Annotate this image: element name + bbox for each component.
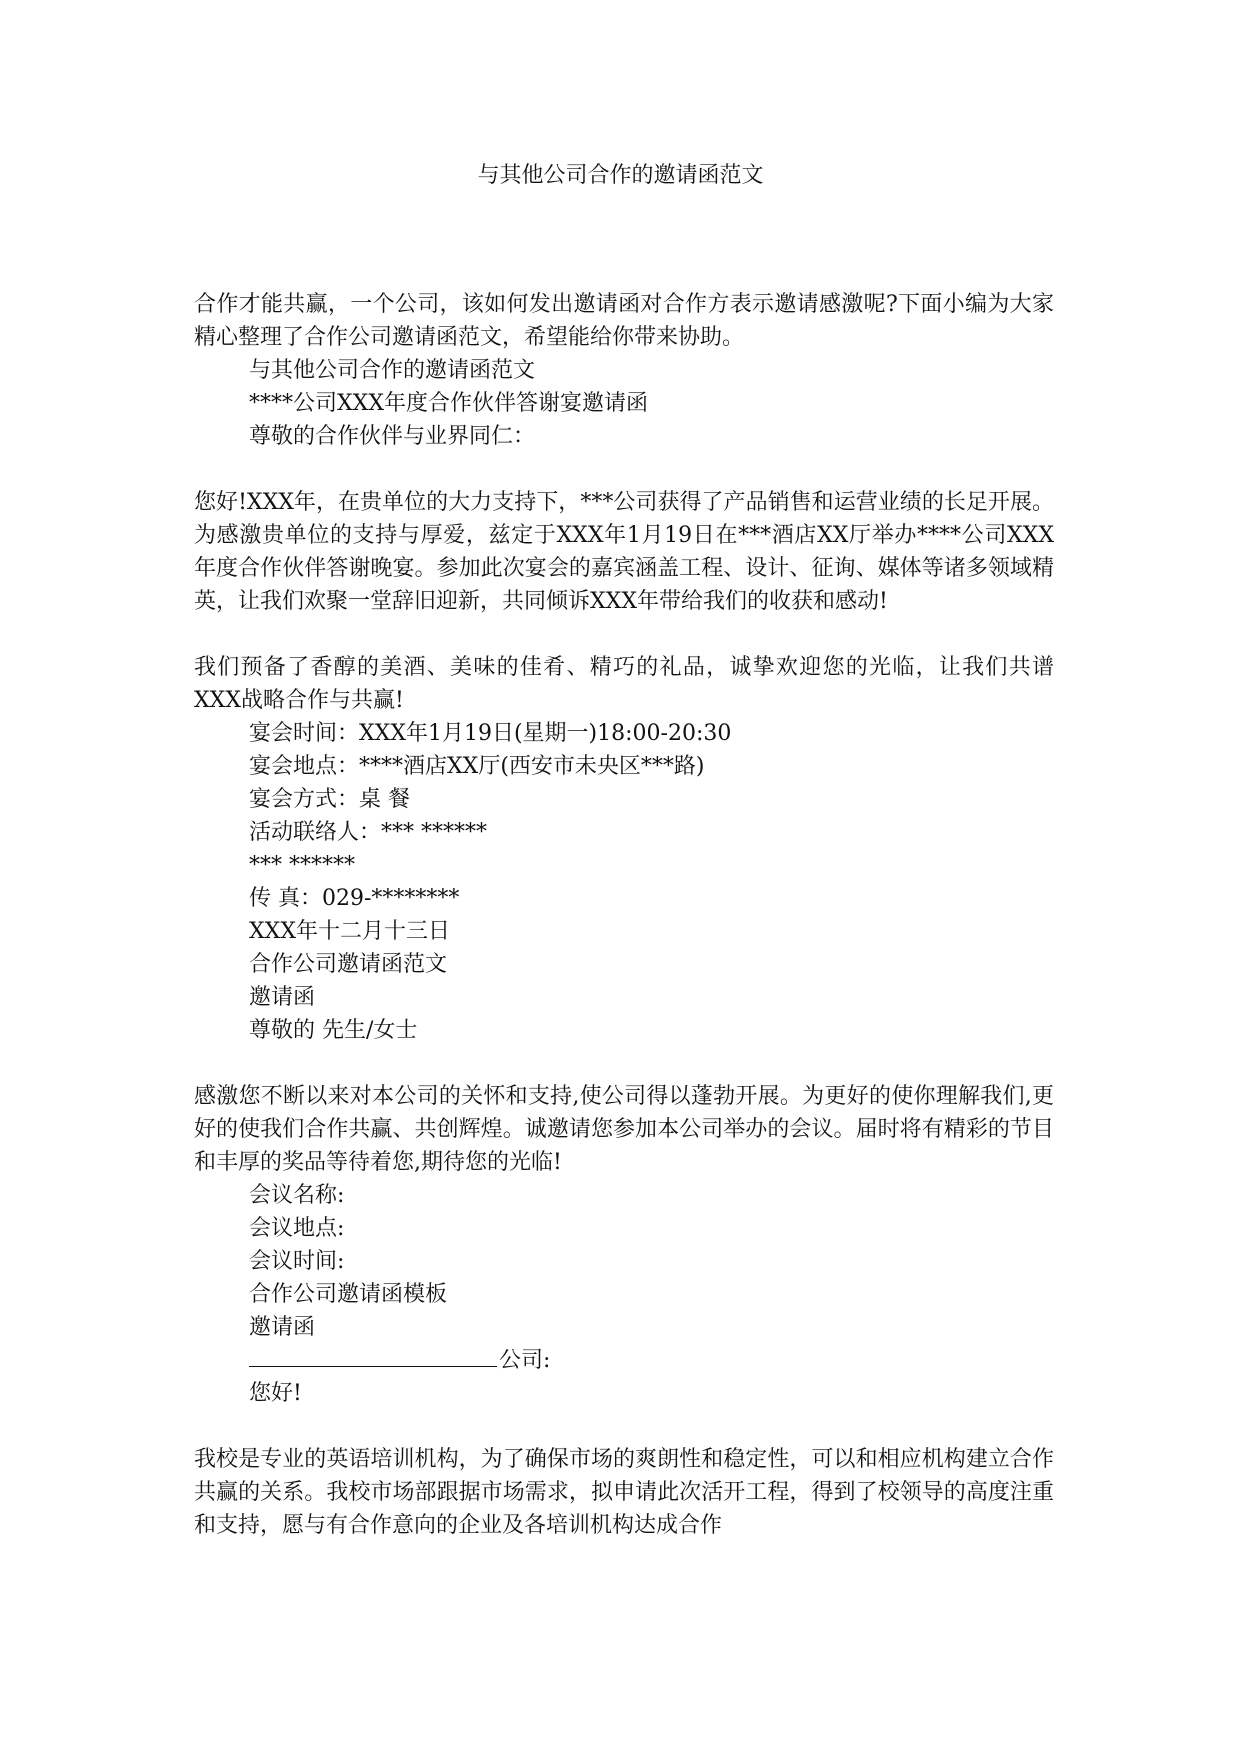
- section3-heading: 合作公司邀请函模板: [249, 1282, 448, 1307]
- meeting-name: 会议名称:: [249, 1183, 345, 1208]
- paragraph-gap: [194, 618, 1054, 651]
- paragraph-gap: [194, 453, 1054, 486]
- section2-salutation: 尊敬的 先生/女士: [249, 1018, 418, 1043]
- section1-subheading: ****公司XXX年度合作伙伴答谢宴邀请函: [249, 391, 648, 416]
- banquet-time: 宴会时间：XXX年1月19日(星期一)18:00-20:30: [249, 721, 732, 746]
- section3-greeting: 您好!: [249, 1381, 302, 1406]
- banquet-style: 宴会方式：桌 餐: [249, 787, 410, 812]
- section2-paragraph-1: 感激您不断以来对本公司的关怀和支持,使公司得以蓬勃开展。为更好的使你理解我们,更好的使我们合作共赢、共创辉煌。诚邀请您参加本公司举办的会议。届时将有精彩的节目和丰厚的奖品等待着您,期待您的光临!: [194, 1084, 1054, 1175]
- company-name-blank: [249, 1344, 497, 1367]
- banquet-place: 宴会地点：****酒店XX厅(西安市未央区***路): [249, 754, 705, 779]
- fax-number: 传 真：029-********: [249, 886, 460, 911]
- section1-heading: 与其他公司合作的邀请函范文: [249, 358, 536, 383]
- company-line: [194, 1344, 1054, 1377]
- event-contact: 活动联络人：*** ******: [249, 820, 487, 845]
- section1-salutation: 尊敬的合作伙伴与业界同仁：: [249, 424, 536, 449]
- company-suffix: 公司:: [499, 1348, 551, 1373]
- section2-heading: 合作公司邀请函范文: [249, 952, 448, 977]
- section3-paragraph-1: 我校是专业的英语培训机构，为了确保市场的爽朗性和稳定性，可以和相应机构建立合作共赢的关系。我校市场部跟据市场需求，拟申请此次活开工程，得到了校领导的高度注重和支持，愿与有合作意向的企业及各培训机构达成合作: [194, 1447, 1054, 1538]
- document-body: [194, 288, 1054, 1542]
- document-title: 与其他公司合作的邀请函范文: [477, 163, 764, 188]
- event-contact-2: *** ******: [249, 853, 355, 878]
- paragraph-gap: [194, 1047, 1054, 1080]
- paragraph-gap: [194, 1410, 1054, 1443]
- letter-date: XXX年十二月十三日: [249, 919, 450, 944]
- section3-subheading: 邀请函: [249, 1315, 316, 1340]
- meeting-place: 会议地点:: [249, 1216, 345, 1241]
- section1-paragraph-1: 您好!XXX年，在贵单位的大力支持下，***公司获得了产品销售和运营业绩的长足开展。为感激贵单位的支持与厚爱，兹定于XXX年1月19日在***酒店XX厅举办****公司XXX年度合作伙伴答谢晚宴。参加此次宴会的嘉宾涵盖工程、设计、征询、媒体等诸多领域精英，让我们欢聚一堂辞旧迎新，共同倾诉XXX年带给我们的收获和感动!: [194, 490, 1054, 614]
- intro-paragraph: 合作才能共赢，一个公司，该如何发出邀请函对合作方表示邀请感激呢?下面小编为大家精心整理了合作公司邀请函范文，希望能给你带来协助。: [194, 292, 1054, 350]
- section2-subheading: 邀请函: [249, 985, 316, 1010]
- section1-paragraph-2: 我们预备了香醇的美酒、美味的佳肴、精巧的礼品，诚挚欢迎您的光临，让我们共谱XXX战略合作与共赢!: [194, 655, 1054, 713]
- meeting-time: 会议时间:: [249, 1249, 345, 1274]
